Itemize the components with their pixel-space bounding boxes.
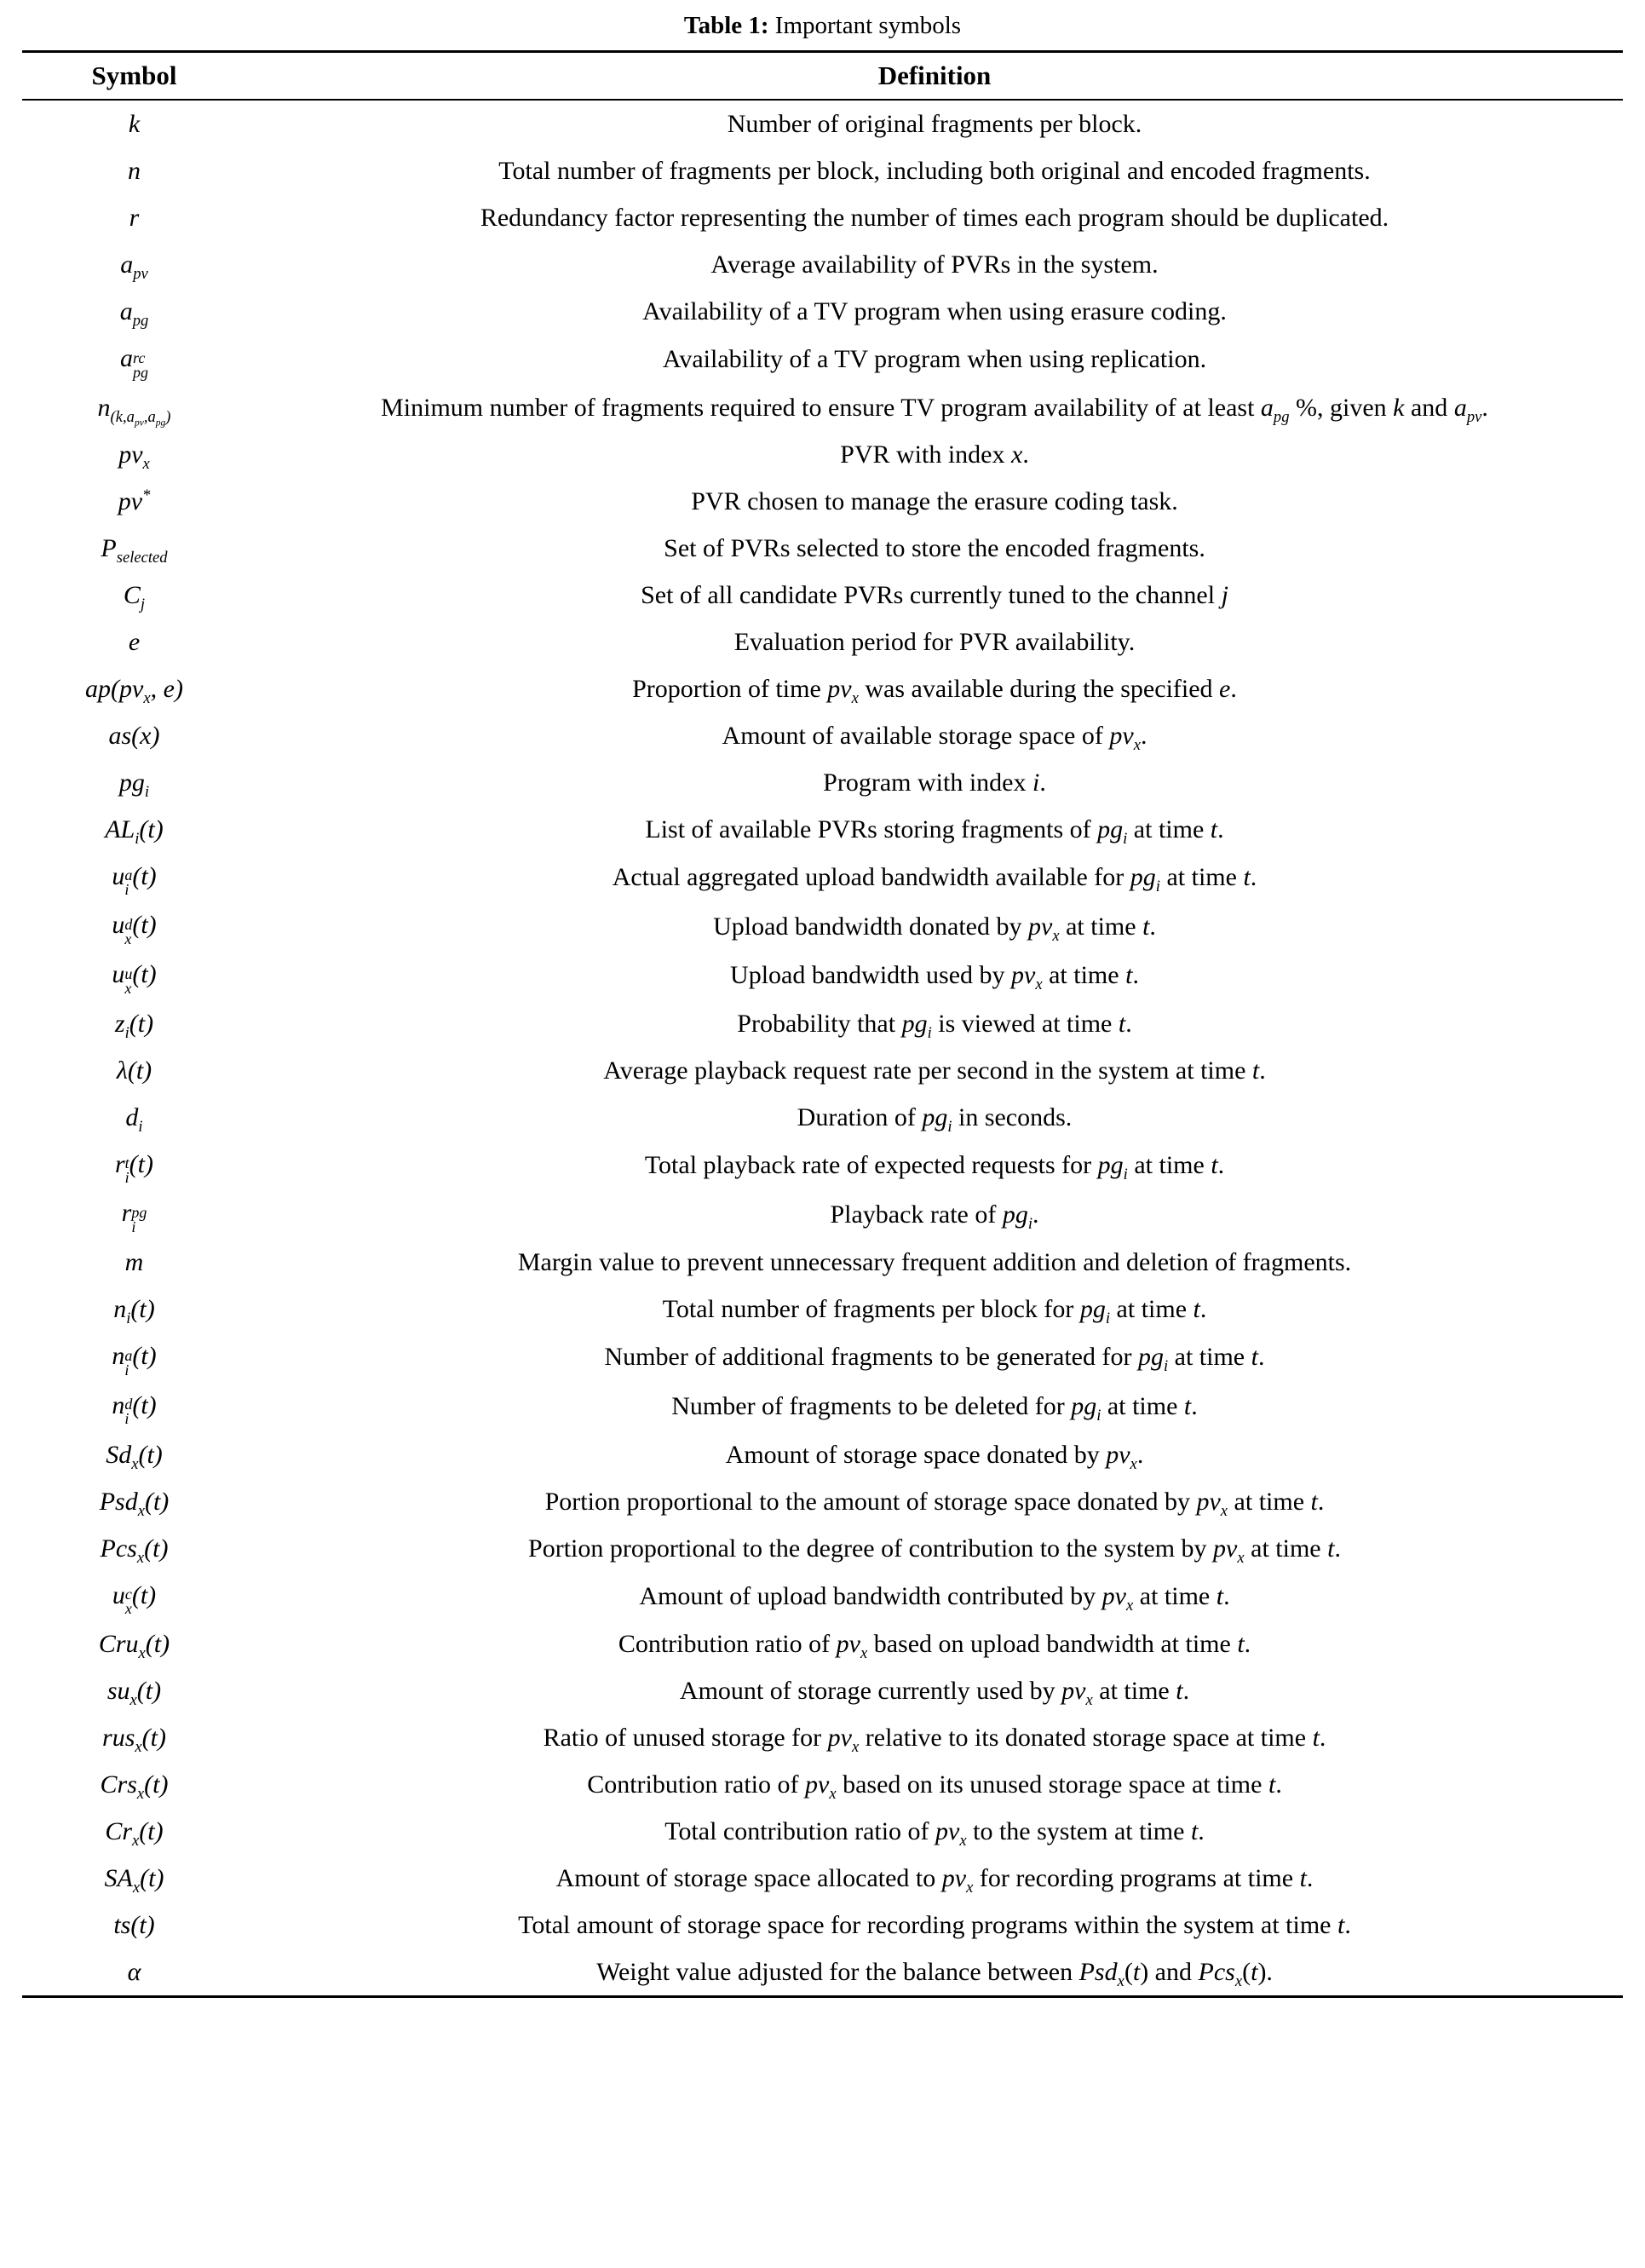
table-row [22, 478, 1623, 525]
table-row [22, 759, 1623, 806]
symbol-cell: u a i (t) [112, 861, 157, 899]
definition-cell: Contribution ratio of $pv_x$ based on its unused storage space at time t. [587, 1770, 1282, 1804]
symbol-cell: ts(t) [113, 1911, 155, 1940]
definition-cell: Portion proportional to the amount of storage space donated by $pv_x$ at time t. [544, 1487, 1325, 1520]
table-header [22, 52, 1623, 101]
definition-cell: Availability of a TV program when using replication. [662, 345, 1207, 374]
symbol-cell: $pv_x$ [118, 440, 150, 473]
symbol-cell: n a i (t) [112, 1342, 157, 1379]
header-row [22, 52, 1623, 101]
table-row [22, 1808, 1623, 1855]
table-caption-label: Table 1: [683, 12, 769, 39]
definition-cell: Upload bandwidth donated by $pv_x$ at time t. [713, 912, 1156, 945]
symbol-cell: $ap(pv_x$, e) [85, 674, 183, 707]
symbol-cell: λ(t) [116, 1056, 152, 1085]
definition-cell: Amount of storage space allocated to $pv_x$ for recording programs at time t. [555, 1864, 1314, 1897]
table-row [22, 1525, 1623, 1572]
symbol-cell: $pg_i$ [118, 768, 150, 801]
definition-cell: Set of all candidate PVRs currently tuned to the channel j [641, 580, 1228, 609]
definition-cell: Minimum number of fragments required to ensure TV program availability of at least $a_{pg}$ %, given k and $a_{pv}$. [381, 393, 1488, 426]
definition-cell: Proportion of time $pv_x$ was available during the specified e. [632, 674, 1237, 707]
table-caption-text: Important symbols [768, 12, 962, 39]
table-row [22, 1239, 1623, 1286]
symbol-cell: Pcs$_x$(t) [100, 1534, 169, 1567]
definition-cell: Probability that $pg_i$ is viewed at time t. [737, 1009, 1132, 1042]
definition-cell: Contribution ratio of $pv_x$ based on upload bandwidth at time t. [618, 1630, 1251, 1663]
table-row [22, 384, 1623, 431]
symbol-cell: k [128, 110, 141, 138]
table-row [22, 572, 1623, 619]
table-row [22, 806, 1623, 853]
definition-cell: Evaluation period for PVR availability. [733, 627, 1136, 656]
definition-cell: Total number of fragments per block, including both original and encoded fragments. [498, 157, 1371, 185]
table-row [22, 1141, 1623, 1190]
definition-cell: Upload bandwidth used by $pv_x$ at time t. [730, 961, 1139, 994]
table-row [22, 525, 1623, 572]
symbol-cell: as(x) [108, 721, 160, 750]
definition-cell: Total amount of storage space for recording programs within the system at time t. [518, 1911, 1351, 1940]
symbol-cell: n d i (t) [112, 1390, 157, 1428]
definition-cell: Number of additional fragments to be generated for $pg_i$ at time t. [604, 1343, 1265, 1376]
table-caption [22, 7, 1623, 50]
table-row [22, 1333, 1623, 1382]
definition-cell: Margin value to prevent unnecessary frequent addition and deletion of fragments. [517, 1248, 1352, 1277]
definition-cell: Duration of $pg_i$ in seconds. [797, 1102, 1073, 1136]
symbol-cell: $z_i(t)$ [114, 1009, 154, 1042]
definition-cell: Total number of fragments per block for $pg_i$ at time t. [662, 1295, 1207, 1328]
table-row [22, 1431, 1623, 1478]
table-row [22, 1478, 1623, 1525]
symbol-cell: $d_i$ [125, 1102, 143, 1136]
table-row [22, 335, 1623, 384]
table-body [22, 100, 1623, 1997]
symbol-cell: $n_i(t)$ [113, 1295, 155, 1328]
symbol-cell: $P_{selected}$ [101, 533, 168, 567]
symbol-cell: u u x (t) [112, 960, 157, 997]
symbol-cell: Cru$_x$(t) [98, 1630, 170, 1663]
symbol-cell: e [128, 627, 141, 656]
symbol-cell: u d x (t) [112, 911, 157, 947]
definition-cell: Portion proportional to the degree of contribution to the system by $pv_x$ at time t. [528, 1534, 1341, 1567]
symbol-cell: r t i (t) [114, 1149, 154, 1187]
symbol-cell: Crs$_x$(t) [100, 1770, 169, 1804]
table-row [22, 1761, 1623, 1808]
symbol-cell: α [127, 1958, 141, 1987]
table-row [22, 1572, 1623, 1621]
definition-cell: Amount of upload bandwidth contributed by $pv_x$ at time t. [639, 1581, 1230, 1615]
definition-cell: List of available PVRs storing fragments of $pg_i$ at time t. [645, 815, 1224, 848]
table-row [22, 1902, 1623, 1949]
table-row [22, 1094, 1623, 1141]
symbol-cell: u c x (t) [112, 1580, 157, 1618]
symbol-cell: $a_{pg}$ [119, 297, 149, 330]
symbol-cell: n [128, 157, 141, 185]
symbol-cell: $SA_x(t)$ [104, 1864, 164, 1897]
symbol-cell: $AL_i(t)$ [105, 815, 164, 848]
definition-cell: Set of PVRs selected to store the encoded fragments. [664, 533, 1205, 562]
symbols-table [22, 50, 1623, 1998]
table-row [22, 1714, 1623, 1761]
symbol-cell: Psd$_x$(t) [99, 1487, 170, 1520]
table-row [22, 712, 1623, 759]
symbol-cell: $a_{pv}$ [120, 250, 148, 283]
symbol-cell: pv* [118, 486, 151, 515]
definition-cell: Number of original fragments per block. [727, 110, 1142, 138]
symbol-cell: $C_j$ [123, 580, 146, 613]
table-row [22, 1286, 1623, 1333]
table-row [22, 241, 1623, 288]
table-row [22, 1189, 1623, 1239]
symbol-cell: $Cr_x(t)$ [105, 1817, 164, 1851]
table-row [22, 288, 1623, 335]
table-row [22, 1382, 1623, 1431]
table-row [22, 431, 1623, 478]
table-row [22, 951, 1623, 1000]
table-row [22, 100, 1623, 147]
symbol-column-header: Symbol [91, 60, 177, 90]
table-row [22, 619, 1623, 665]
table-row [22, 901, 1623, 951]
definition-cell: Total playback rate of expected requests for $pg_i$ at time t. [644, 1151, 1225, 1184]
symbol-cell: a rc pg [120, 344, 148, 381]
symbol-cell: rus$_x$(t) [102, 1724, 166, 1757]
definition-cell: Total contribution ratio of $pv_x$ to the system at time t. [664, 1817, 1205, 1851]
definition-cell: PVR chosen to manage the erasure coding task. [691, 486, 1178, 515]
table-row [22, 1855, 1623, 1902]
table-row [22, 665, 1623, 712]
definition-cell: Amount of available storage space of $pv_x$. [722, 721, 1147, 754]
table-row [22, 194, 1623, 241]
symbol-cell: r [129, 204, 140, 232]
table-row [22, 853, 1623, 902]
table-row [22, 1620, 1623, 1667]
symbol-cell: $su_x(t)$ [106, 1677, 162, 1710]
definition-cell: Amount of storage currently used by $pv_x$ at time t. [679, 1677, 1190, 1710]
definition-cell: Average availability of PVRs in the system. [710, 250, 1159, 279]
definition-cell: Amount of storage space donated by $pv_x$. [725, 1440, 1144, 1473]
symbol-cell: r pg i [121, 1199, 147, 1236]
symbol-cell: $Sd_x(t)$ [106, 1440, 163, 1473]
symbol-cell: $n_{(k,a_{pv},a_{pg})}$ [97, 393, 171, 429]
table-row [22, 1000, 1623, 1047]
symbol-cell: m [124, 1248, 144, 1277]
definition-cell: Availability of a TV program when using erasure coding. [642, 297, 1227, 325]
definition-cell: Program with index i. [823, 768, 1046, 797]
definition-cell: Number of fragments to be deleted for $pg_i$ at time t. [671, 1392, 1198, 1425]
definition-cell: Playback rate of $pg_i$. [830, 1200, 1039, 1233]
definition-cell: Average playback request rate per second in the system at time t. [603, 1056, 1266, 1085]
definition-cell: Actual aggregated upload bandwidth available for $pg_i$ at time t. [612, 863, 1257, 896]
table-row [22, 1047, 1623, 1094]
table-row [22, 1667, 1623, 1714]
definition-cell: Weight value adjusted for the balance between Psd$_x$(t) and Pcs$_x$(t). [596, 1958, 1273, 1991]
table-row [22, 147, 1623, 194]
definition-cell: Redundancy factor representing the number of times each program should be duplicated. [480, 204, 1389, 232]
definition-cell: Ratio of unused storage for $pv_x$ relative to its donated storage space at time t. [543, 1724, 1326, 1757]
definition-cell: PVR with index x. [840, 440, 1029, 469]
definition-column-header: Definition [877, 60, 992, 90]
table-row [22, 1949, 1623, 1997]
